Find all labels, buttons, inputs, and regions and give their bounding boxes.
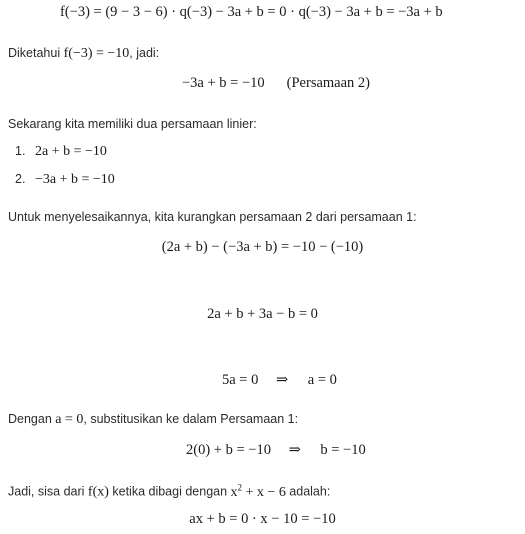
system-intro-text: Sekarang kita memiliki dua persamaan linier: [8,117,257,131]
known-prefix-text: Diketahui [8,46,64,60]
persamaan-2-tag: (Persamaan 2) [286,75,370,91]
list-item-equation-2 [15,170,115,188]
conclusion-math-fx: f(x) [87,484,109,500]
list-item-equation-1 [15,142,107,160]
equation-persamaan-2 [182,75,370,92]
divisor-rest: + x − 6 [242,484,286,500]
list-item-math: −3a + b = −10 [35,172,115,187]
conclusion-suffix-text: adalah: [285,484,331,499]
implies-arrow: ⇒ [288,442,301,458]
subst-math: a = 0 [55,412,84,427]
solve-b-right: b = −10 [320,442,366,458]
conclusion-middle-text: ketika dibagi dengan [108,484,231,499]
substitution-statement [8,410,298,428]
solve-a-left: 5a = 0 [222,372,259,388]
equation-solve-a [222,372,337,389]
known-suffix-text: , jadi: [129,46,160,60]
equation-subtract: (2a + b) − (−3a + b) = −10 − (−10) [161,239,364,255]
equation-expand: 2a + b + 3a − b = 0 [207,306,318,322]
equation-final-remainder: ax + b = 0 · x − 10 = −10 [189,511,336,527]
known-value-statement [8,44,159,62]
list-item-number: 2. [15,172,26,186]
equation-solve-b [186,442,366,459]
divisor-base: x [230,484,238,500]
persamaan-2-math: −3a + b = −10 [182,75,265,91]
solve-intro-text: Untuk menyelesaikannya, kita kurangkan persamaan 2 dari persamaan 1: [8,210,417,224]
conclusion-prefix-text: Jadi, sisa dari [8,484,88,499]
solve-b-left: 2(0) + b = −10 [186,442,271,458]
implies-arrow: ⇒ [276,372,289,388]
list-item-math: 2a + b = −10 [35,144,107,159]
list-item-number: 1. [15,144,26,158]
solve-a-right: a = 0 [307,372,337,388]
divisor-exponent: 2 [237,482,243,492]
equation-f-minus-3-expansion: f(−3) = (9 − 3 − 6) · q(−3) − 3a + b = 0 · q(−3) − 3a + b = −3a + b [60,4,443,20]
conclusion-math-divisor [230,482,286,500]
conclusion-statement [8,482,330,501]
subst-suffix-text: , substitusikan ke dalam Persamaan 1: [83,412,299,426]
known-math: f(−3) = −10 [63,46,130,61]
subst-prefix-text: Dengan [8,412,56,426]
